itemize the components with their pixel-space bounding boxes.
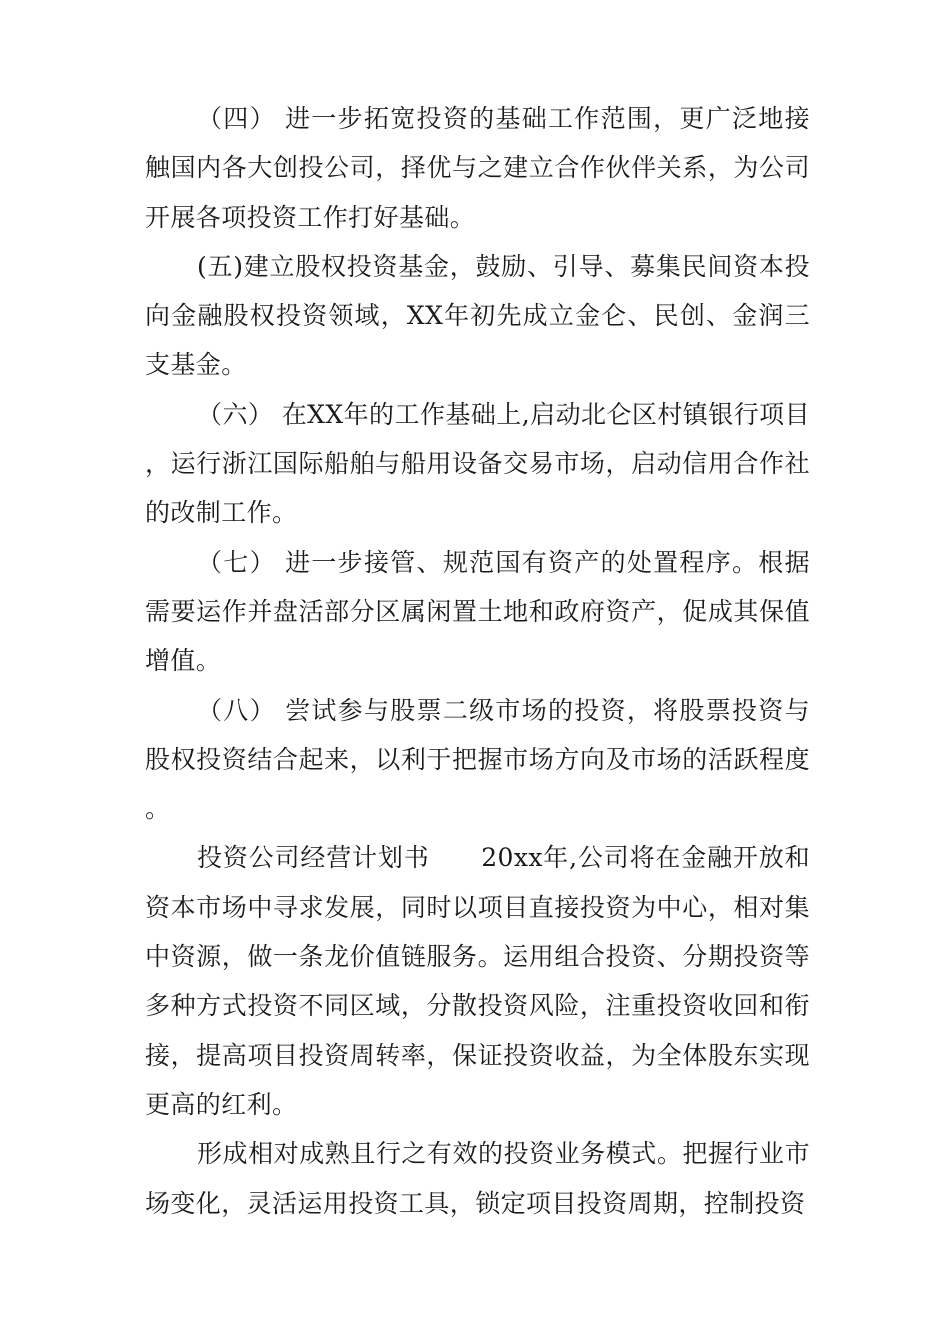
paragraph-4: （四） 进一步拓宽投资的基础工作范围，更广泛地接触国内各大创投公司，择优与之建立合作伙伴关系，为公司开展各项投资工作打好基础。 [145,104,810,232]
paragraph-business-model: 形成相对成熟且行之有效的投资业务模式。把握行业市场变化，灵活运用投资工具，锁定项目投资周期，控制投资 [145,1139,810,1218]
paragraph-7: （七） 进一步接管、规范国有资产的处置程序。根据需要运作并盘活部分区属闲置土地和政府资产，促成其保值增值。 [145,547,810,676]
paragraph-plan-intro: 投资公司经营计划书 20xx年,公司将在金融开放和资本市场中寻求发展，同时以项目直接投资为中心，相对集中资源，做一条龙价值链服务。运用组合投资、分期投资等多种方式投资不同区域，分散投资风险，注重投资收回和衔接，提高项目投资周转率，保证投资收益，为全体股东实现更高的红利。 [145,843,810,1119]
paragraph-8: （八） 尝试参与股票二级市场的投资，将股票投资与股权投资结合起来，以利于把握市场方向及市场的活跃程度。 [145,695,810,824]
paragraph-5: (五)建立股权投资基金，鼓励、引导、募集民间资本投向金融股权投资领域，XX年初先成立金仑、民创、金润三支基金。 [145,251,810,380]
paragraph-6: （六） 在XX年的工作基础上,启动北仑区村镇银行项目，运行浙江国际船舶与船用设备交易市场，启动信用合作社的改制工作。 [145,399,810,528]
document-body [145,94,810,1228]
